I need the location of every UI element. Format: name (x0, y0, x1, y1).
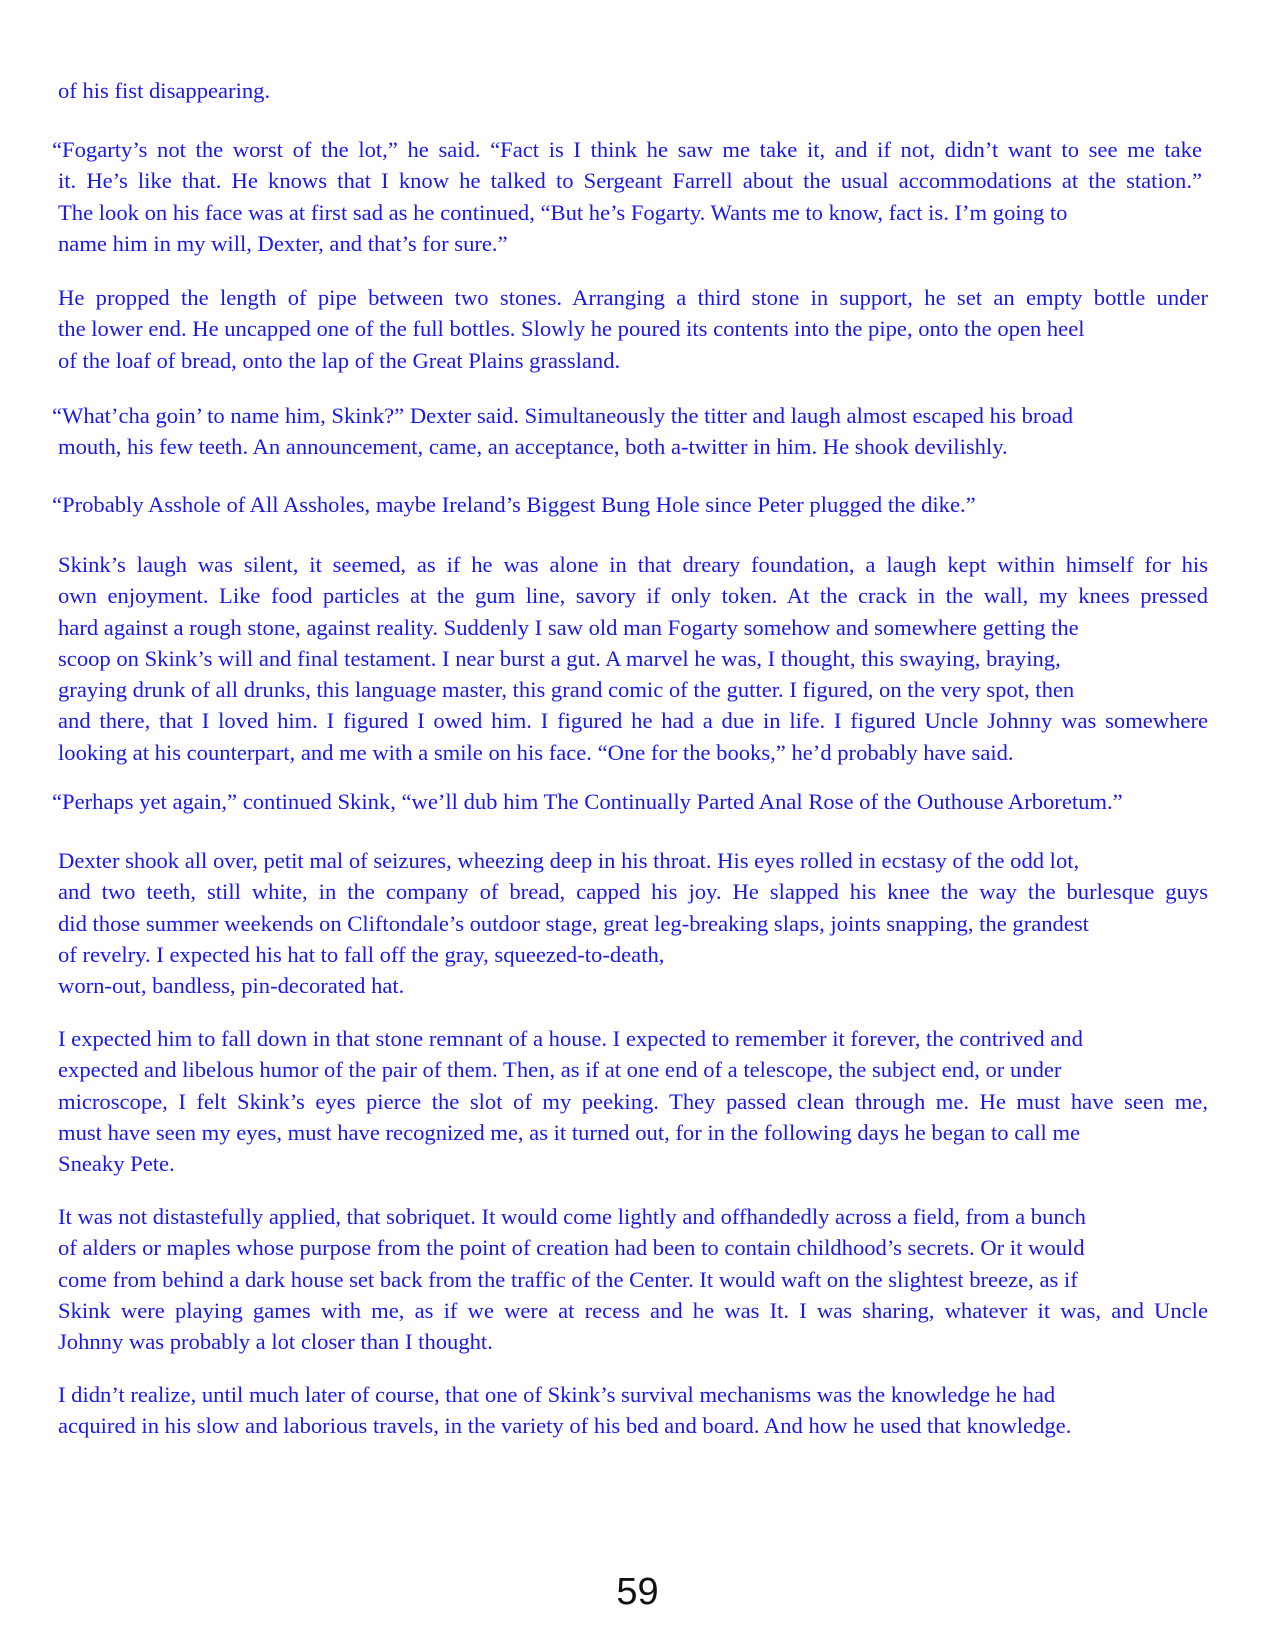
text-line: I expected him to fall down in that stone remnant of a house. I expected to remember it forever, the contrived and (58, 1026, 1083, 1051)
paragraph-9 (58, 1023, 1208, 1179)
paragraph-1 (58, 75, 1208, 106)
page-number: 59 (616, 1571, 659, 1613)
text-line: and two teeth, still white, in the company of bread, capped his joy. He slapped his knee the way the burlesque guys (58, 879, 1208, 905)
paragraph-3 (58, 282, 1208, 376)
text-line: looking at his counterpart, and me with a smile on his face. “One for the books,” he’d probably have said. (58, 739, 1014, 765)
text-line: it. He’s like that. He knows that I know he talked to Sergeant Farrell about the usual accommodations at the station.” (58, 168, 1202, 194)
text-line: and there, that I loved him. I figured I owed him. I figured he had a due in life. I figured Uncle Johnny was somewhere (58, 708, 1208, 734)
text-line: worn-out, bandless, pin-decorated hat. (58, 973, 405, 999)
text-line: come from behind a dark house set back from the traffic of the Center. It would waft on the slightest breeze, as if (58, 1266, 1078, 1292)
text-line: “Fogarty’s not the worst of the lot,” he said. “Fact is I think he saw me take it, and if not, didn’t want to see me take (52, 137, 1202, 162)
text-line: Skink were playing games with me, as if we were at recess and he was It. I was sharing, whatever it was, and Uncle (58, 1297, 1208, 1323)
text-line: The look on his face was at first sad as he continued, “But he’s Fogarty. Wants me to know, fact is. I’m going to (58, 199, 1068, 225)
text-line: Sneaky Pete. (58, 1151, 175, 1177)
text-line: own enjoyment. Like food particles at the gum line, savory if only token. At the crack in the wall, my knees pressed (58, 583, 1208, 609)
text-line: “Probably Asshole of All Assholes, maybe Ireland’s Biggest Bung Hole since Peter plugged the dike.” (52, 492, 976, 517)
paragraph-6 (58, 549, 1208, 768)
text-line: Dexter shook all over, petit mal of seizures, wheezing deep in his throat. His eyes rolled in ecstasy of the odd lot, (58, 848, 1080, 873)
text-line: expected and libelous humor of the pair of them. Then, as if at one end of a telescope, the subject end, or under (58, 1057, 1062, 1083)
paragraph-8 (58, 845, 1208, 1001)
text-line: acquired in his slow and laborious travels, in the variety of his bed and board. And how he used that knowledge. (58, 1413, 1072, 1439)
text-line: He propped the length of pipe between two stones. Arranging a third stone in support, he set an empty bottle under (58, 285, 1208, 310)
text-line: Skink’s laugh was silent, it seemed, as if he was alone in that dreary foundation, a laugh kept within himself for his (58, 552, 1208, 577)
paragraph-2 (52, 134, 1202, 259)
text-line: mouth, his few teeth. An announcement, came, an acceptance, both a-twitter in him. He shook devilishly. (58, 434, 1008, 460)
text-line: did those summer weekends on Cliftondale’s outdoor stage, great leg-breaking slaps, joints snapping, the grandest (58, 910, 1089, 936)
text-line: name him in my will, Dexter, and that’s for sure.” (58, 230, 508, 256)
text-line: It was not distastefully applied, that sobriquet. It would come lightly and offhandedly across a field, from a bunch (58, 1204, 1086, 1229)
paragraph-4 (52, 400, 1202, 463)
text-line: the lower end. He uncapped one of the full bottles. Slowly he poured its contents into the pipe, onto the open heel (58, 316, 1085, 342)
text-line: Johnny was probably a lot closer than I thought. (58, 1329, 493, 1355)
paragraph-7 (52, 786, 1202, 817)
text-line: I didn’t realize, until much later of course, that one of Skink’s survival mechanisms was the knowledge he had (58, 1382, 1056, 1407)
text-line: microscope, I felt Skink’s eyes pierce the slot of my peeking. They passed clean through me. He must have seen me, (58, 1088, 1208, 1114)
text-line: graying drunk of all drunks, this language master, this grand comic of the gutter. I figured, on the very spot, then (58, 677, 1075, 703)
text-line: hard against a rough stone, against reality. Suddenly I saw old man Fogarty somehow and somewhere getting the (58, 614, 1079, 640)
text-line: of revelry. I expected his hat to fall off the gray, squeezed-to-death, (58, 941, 665, 967)
text-line: scoop on Skink’s will and final testament. I near burst a gut. A marvel he was, I thought, this swaying, braying, (58, 645, 1061, 671)
text-line: of his fist disappearing. (58, 78, 271, 103)
paragraph-10 (58, 1201, 1208, 1357)
text-line: must have seen my eyes, must have recognized me, as it turned out, for in the following days he began to call me (58, 1119, 1081, 1145)
paragraph-11 (58, 1379, 1208, 1442)
text-line: of the loaf of bread, onto the lap of the Great Plains grassland. (58, 347, 621, 373)
text-line: of alders or maples whose purpose from the point of creation had been to contain childhood’s secrets. Or it would (58, 1235, 1085, 1261)
paragraph-5 (52, 489, 1202, 520)
text-line: “Perhaps yet again,” continued Skink, “we’ll dub him The Continually Parted Anal Rose of the Outhouse Arboretum.” (52, 789, 1123, 814)
text-line: “What’cha goin’ to name him, Skink?” Dexter said. Simultaneously the titter and laugh almost escaped his broad (52, 403, 1074, 428)
